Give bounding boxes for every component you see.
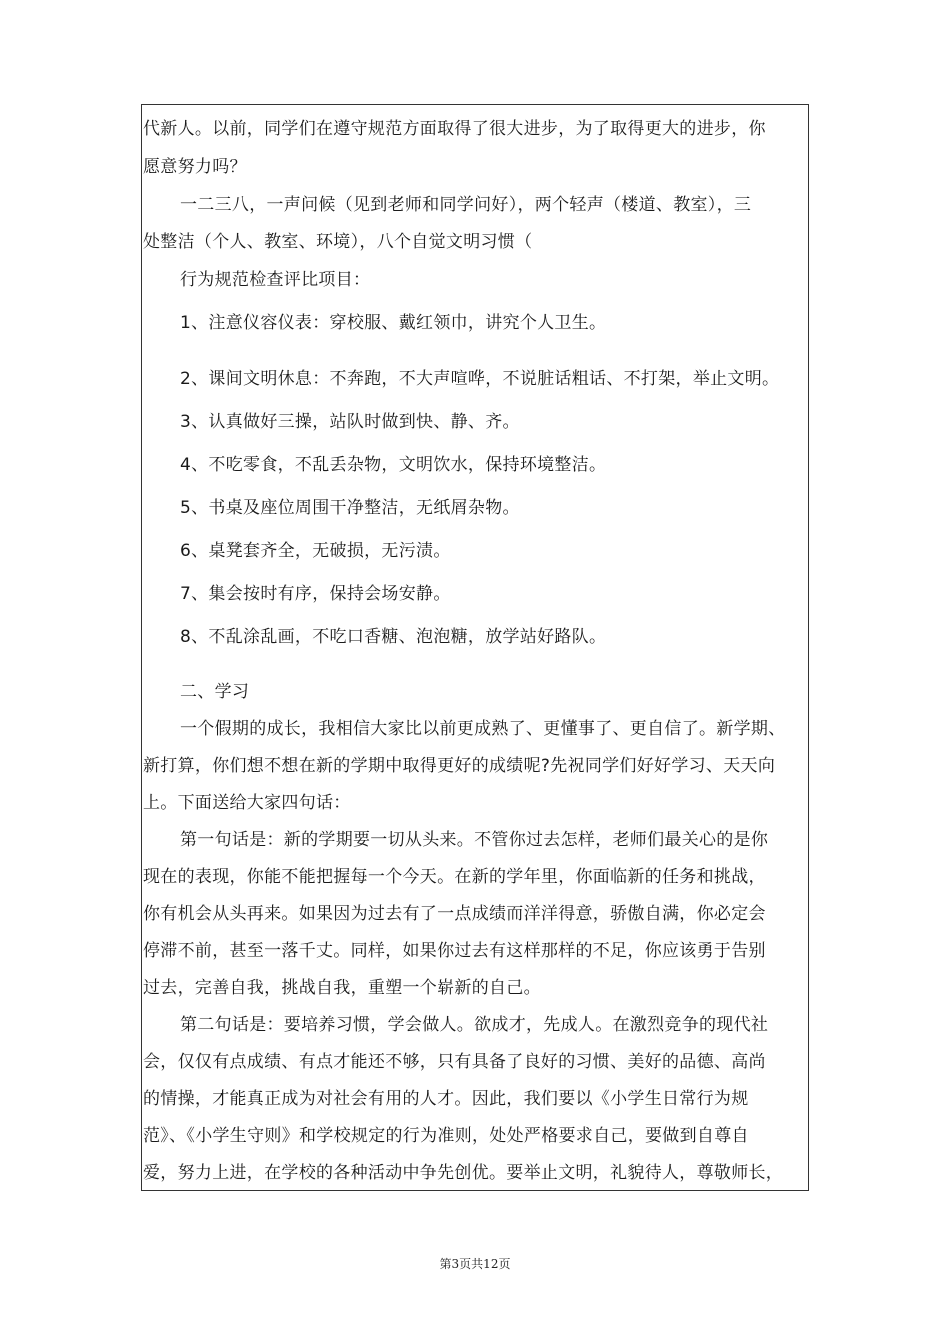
list-item: 3、认真做好三操，站队时做到快、静、齐。 (180, 412, 520, 432)
text-line: 范》、《小学生守则》和学校规定的行为准则，处处严格要求自己，要做到自尊自 (143, 1126, 749, 1146)
list-item: 4、不吃零食，不乱丢杂物，文明饮水，保持环境整洁。 (180, 455, 607, 475)
text-line: 现在的表现，你能不能把握每一个今天。在新的学年里，你面临新的任务和挑战， (143, 867, 766, 887)
list-item: 6、桌凳套齐全，无破损，无污渍。 (180, 541, 451, 561)
text-line: 行为规范检查评比项目： (180, 270, 371, 290)
text-line: 新打算，你们想不想在新的学期中取得更好的成绩呢?先祝同学们好好学习、天天向 (143, 756, 776, 776)
list-item: 1、注意仪容仪表：穿校服、戴红领巾，讲究个人卫生。 (180, 313, 607, 333)
page-number: 第3页共12页 (439, 1257, 511, 1271)
list-item: 5、书桌及座位周围干净整洁，无纸屑杂物。 (180, 498, 520, 518)
text-line: 过去，完善自我，挑战自我，重塑一个崭新的自己。 (143, 978, 541, 998)
text-line: 你有机会从头再来。如果因为过去有了一点成绩而洋洋得意，骄傲自满，你必定会 (143, 904, 766, 924)
text-line: 第二句话是：要培养习惯，学会做人。欲成才，先成人。在激烈竞争的现代社 (180, 1015, 769, 1035)
text-line: 一二三八，一声问候（见到老师和同学问好），两个轻声（楼道、教室），三 (180, 195, 752, 215)
text-line: 代新人。以前，同学们在遵守规范方面取得了很大进步，为了取得更大的进步，你 (143, 119, 766, 139)
text-line: 一个假期的成长，我相信大家比以前更成熟了、更懂事了、更自信了。新学期、 (180, 719, 786, 739)
list-item: 2、课间文明休息：不奔跑，不大声喧哗，不说脏话粗话、不打架，举止文明。 (180, 369, 780, 389)
section-heading: 二、学习 (180, 682, 250, 702)
text-line: 停滞不前，甚至一落千丈。同样，如果你过去有这样那样的不足，你应该勇于告别 (143, 941, 766, 961)
text-line: 第一句话是：新的学期要一切从头来。不管你过去怎样，老师们最关心的是你 (180, 830, 769, 850)
list-item: 8、不乱涂乱画，不吃口香糖、泡泡糖，放学站好路队。 (180, 627, 607, 647)
text-line: 上。下面送给大家四句话： (143, 793, 351, 813)
text-line: 的情操，才能真正成为对社会有用的人才。因此，我们要以《小学生日常行为规 (143, 1089, 749, 1109)
text-line: 愿意努力吗？ (143, 157, 247, 177)
list-item: 7、集会按时有序，保持会场安静。 (180, 584, 451, 604)
text-line: 爱，努力上进，在学校的各种活动中争先创优。要举止文明，礼貌待人，尊敬师长， (143, 1163, 784, 1183)
text-line: 处整洁（个人、教室、环境），八个自觉文明习惯（ (143, 232, 533, 252)
text-line: 会，仅仅有点成绩、有点才能还不够，只有具备了良好的习惯、美好的品德、高尚 (143, 1052, 766, 1072)
